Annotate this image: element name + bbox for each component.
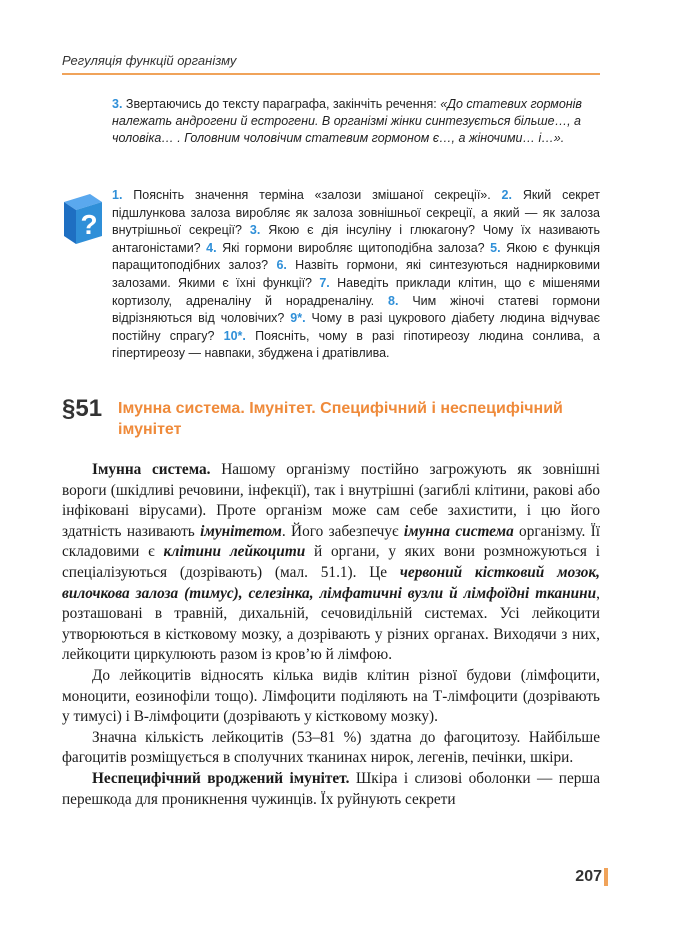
review-questions	[112, 187, 600, 363]
text-run: й органи, у яких вони розмножуються і спеціалізуються (дозрівають) (мал. 51.1). Це	[62, 543, 600, 581]
page-number-bar	[604, 868, 608, 886]
question-number: 1.	[112, 188, 123, 202]
term: імунна система	[403, 522, 514, 540]
question-number: 10*.	[223, 328, 246, 343]
question-number: 6.	[276, 258, 287, 273]
question-number: 9*.	[290, 311, 306, 326]
question-text: Який секрет підшлункова залоза виробляє як залоза зовнішньої секреції, а який — як залоза внутрішньої секреції?	[112, 188, 600, 238]
text-run: Нашому організму постійно загрожують як зовнішні вороги (шкідливі речовини, інфекції), так і внутрішні (загиблі клітини, ракові або інфіковані вірусами). Проте організм може сам себе захистити, і цю його здатність називають	[62, 461, 600, 540]
paragraph-lead: Імунна система.	[92, 461, 211, 478]
paragraph-leukocytes: До лейкоцитів відносять кілька видів клітин різної будови (лімфоцити, моноцити, еозинофіли тощо). Лімфоцити поділяють на Т-лімфоцити (дозрівають у тимусі) і В-лімфоцити (дозрівають у кістковому мозку).	[62, 666, 600, 726]
question-text: Які гормони виробляє щитоподібна залоза?	[222, 240, 485, 255]
text-run: Шкіра і слизові оболонки — перша перешкода для проникнення чужинців. Їх руйнують секрети	[62, 769, 600, 808]
paragraph-innate-immunity	[62, 769, 600, 810]
question-number: 3.	[249, 223, 261, 238]
header-divider	[62, 73, 600, 75]
term: імунітетом	[200, 522, 282, 540]
text-run: . Його забезпечує	[281, 522, 404, 540]
running-header: Регуляція функцій організму	[62, 53, 237, 68]
task-number: 3.	[112, 97, 123, 111]
question-text: Поясніть значення терміна «залози змішаної секреції».	[133, 188, 491, 202]
task-3	[112, 96, 600, 147]
svg-text:?: ?	[80, 209, 98, 240]
term: червоний кістковий мозок, вилочкова залоза (тимус), селезінка, лімфатичні вузли й лімфоїдні тканини	[62, 563, 601, 602]
question-text: Наведіть приклади клітин, що є мішенями кортизолу, адреналіну й норадреналіну.	[112, 275, 600, 308]
task-text: Звертаючись до тексту параграфа, закінчіть речення:	[125, 97, 441, 111]
question-text: Назвіть гормони, які синтезуються наднирковими залозами. Якими є їхні функції?	[112, 258, 600, 290]
text-run: організму. Її складовими є	[62, 522, 600, 561]
question-text: Чому в разі цукрового діабету людина відчуває постійну спрагу?	[112, 311, 600, 343]
paragraph-immune-system	[62, 460, 600, 666]
paragraph-lead: Неспецифічний вроджений імунітет.	[92, 769, 350, 787]
question-number: 7.	[319, 275, 330, 290]
section-title: Імунна система. Імунітет. Специфічний і неспецифічний імунітет	[118, 400, 563, 438]
term: клітини лейкоцити	[163, 543, 306, 561]
question-text: Якою є функція паращитоподібних залоз?	[112, 240, 600, 273]
question-text: Чим жіночі статеві гормони відрізняються від чоловічих?	[112, 293, 600, 326]
question-number: 4.	[206, 240, 217, 255]
paragraph-phagocytosis: Значна кількість лейкоцитів (53–81 %) здатна до фагоцитозу. Найбільше фагоцитів розміщується в сполучних тканинах нирок, легенів, печінки, шкіри.	[62, 728, 600, 767]
question-cube-icon	[60, 190, 106, 248]
page-number: 207	[575, 868, 602, 885]
text-run: , розташовані в травній, дихальній, сечовидільній системах. Усі лейкоцити утворюються в кістковому мозку, а дозрівають у різних органах. Виходячи з них, лейкоцити циркулюють разом із кров’ю й лімфою.	[62, 584, 600, 664]
question-text: Якою є дія інсуліну і глюкагону? Чому їх називають антагоністами?	[112, 223, 600, 255]
question-text: Поясніть, чому в разі гіпотиреозу людина сонлива, а гіпертиреозу — навпаки, збуджена і дратівлива.	[112, 328, 600, 361]
question-number: 8.	[388, 293, 399, 308]
task-quote: «До статевих гормонів належать андрогени й естрогени. В організмі жінки синтезується більше…, а чоловіка… . Головним чоловічим статевим гормоном є…, а жіночими… і…».	[112, 97, 582, 145]
question-number: 5.	[490, 240, 501, 255]
question-number: 2.	[501, 188, 512, 202]
section-number: §51	[62, 395, 103, 422]
body-text	[62, 460, 600, 810]
